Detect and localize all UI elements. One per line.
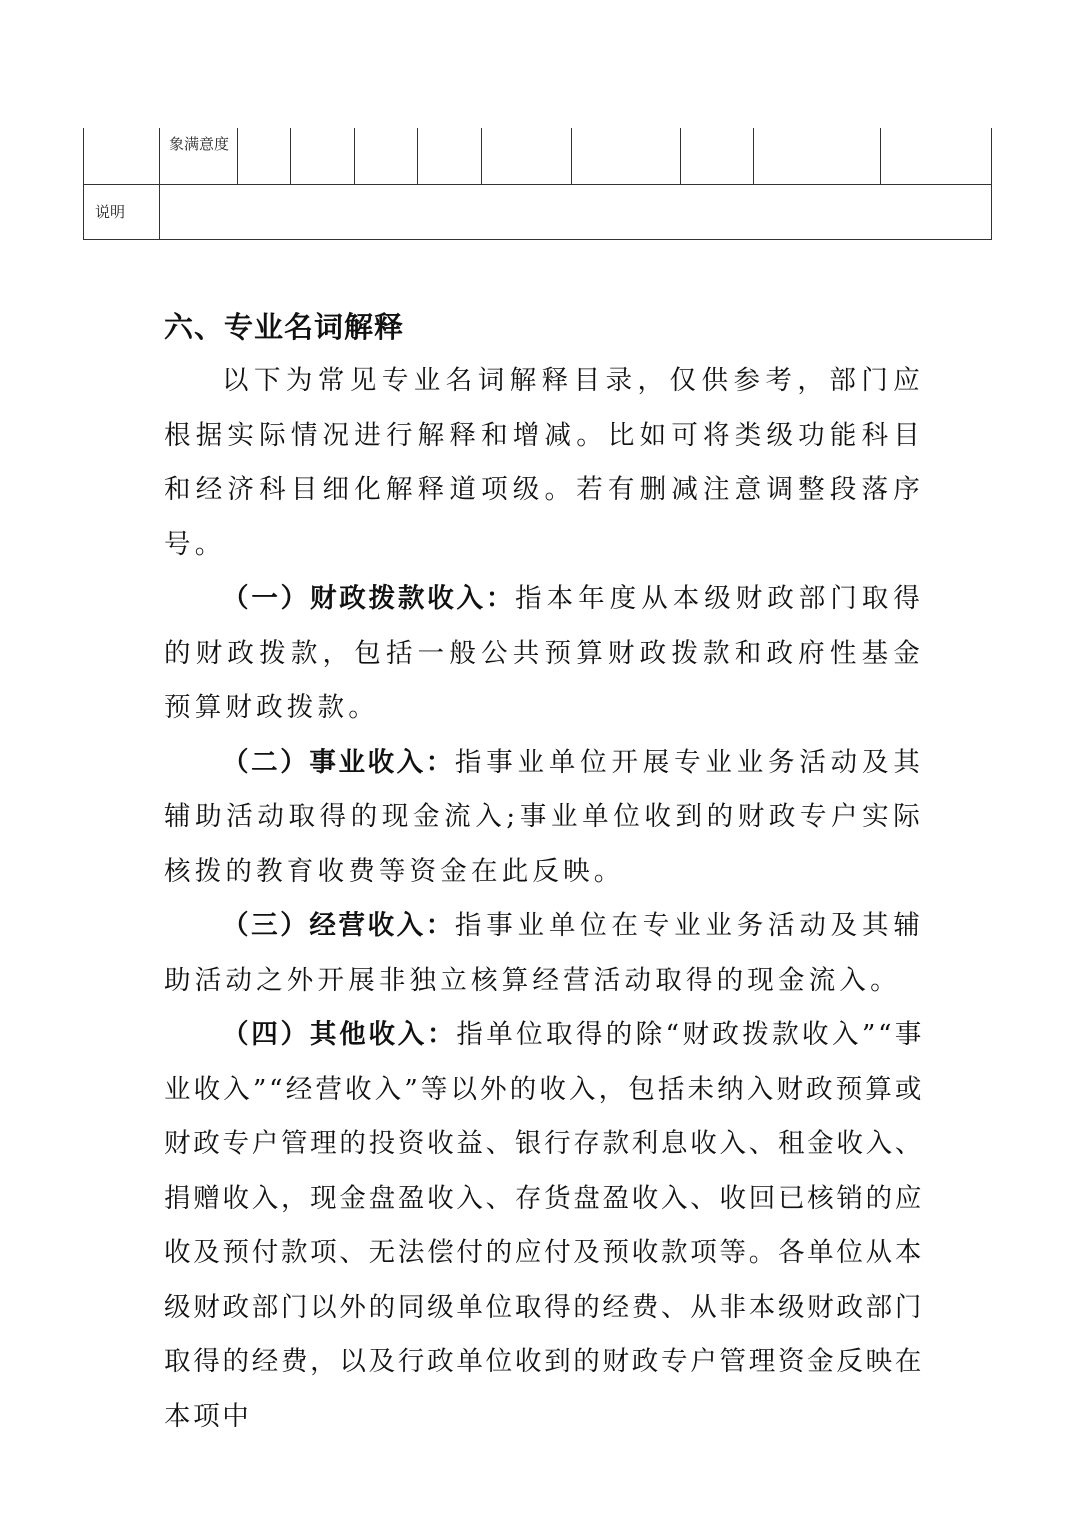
glossary-definition: 指事业单位开展专业业务活动及其辅助活动取得的现金流入;事业单位收到的财政专户实际核拨的教育收费等资金在此反映。 bbox=[164, 746, 925, 887]
table-column-divider bbox=[417, 128, 418, 185]
table-right-border bbox=[991, 128, 992, 240]
table-row-divider bbox=[83, 184, 992, 185]
table-left-border bbox=[83, 128, 84, 240]
glossary-term: （四）其他收入： bbox=[222, 1019, 457, 1050]
glossary-section bbox=[164, 300, 924, 1444]
glossary-item-other-income bbox=[164, 1008, 924, 1444]
glossary-definition: 指事业单位在专业业务活动及其辅助活动之外开展非独立核算经营活动取得的现金流入。 bbox=[164, 910, 925, 996]
glossary-term: （一）财政拨款收入： bbox=[222, 583, 516, 614]
glossary-definition: 指本年度从本级财政部门取得的财政拨款，包括一般公共预算财政拨款和政府性基金预算财政拨款。 bbox=[164, 583, 924, 723]
table-bottom-border bbox=[83, 239, 992, 240]
glossary-definition: 指单位取得的除“财政拨款收入”“事业收入”“经营收入”等以外的收入，包括未纳入财政预算或财政专户管理的投资收益、银行存款利息收入、租金收入、捐赠收入，现金盘盈收入、存货盘盈收入、收回已核销的应收及预付款项、无法偿付的应付及预收款项等。各单位从本级财政部门以外的同级单位取得的经费、从非本级财政部门取得的经费，以及行政单位收到的财政专户管理资金反映在本项中 bbox=[164, 1019, 925, 1432]
table-column-divider bbox=[237, 128, 238, 185]
table-column-divider bbox=[571, 128, 572, 185]
glossary-item-operating-income bbox=[164, 899, 924, 1008]
table-column-divider bbox=[354, 128, 355, 185]
glossary-item-fiscal-appropriation bbox=[164, 572, 924, 736]
table-column-divider bbox=[753, 128, 754, 185]
table-column-divider bbox=[481, 128, 482, 185]
glossary-item-business-income bbox=[164, 736, 924, 900]
table-column-divider bbox=[680, 128, 681, 185]
table-note-label: 说明 bbox=[95, 203, 126, 221]
section-heading: 六、专业名词解释 bbox=[164, 310, 405, 344]
intro-paragraph: 以下为常见专业名词解释目录，仅供参考，部门应根据实际情况进行解释和增减。比如可将类级功能科目和经济科目细化解释道项级。若有删减注意调整段落序号。 bbox=[164, 365, 924, 560]
glossary-term: （三）经营收入： bbox=[222, 910, 455, 941]
table-column-divider bbox=[159, 128, 160, 240]
performance-table-fragment bbox=[83, 128, 992, 240]
table-column-divider bbox=[290, 128, 291, 185]
table-cell-satisfaction-label: 象满意度 bbox=[169, 135, 230, 153]
table-column-divider bbox=[880, 128, 881, 185]
glossary-term: （二）事业收入： bbox=[222, 746, 455, 778]
